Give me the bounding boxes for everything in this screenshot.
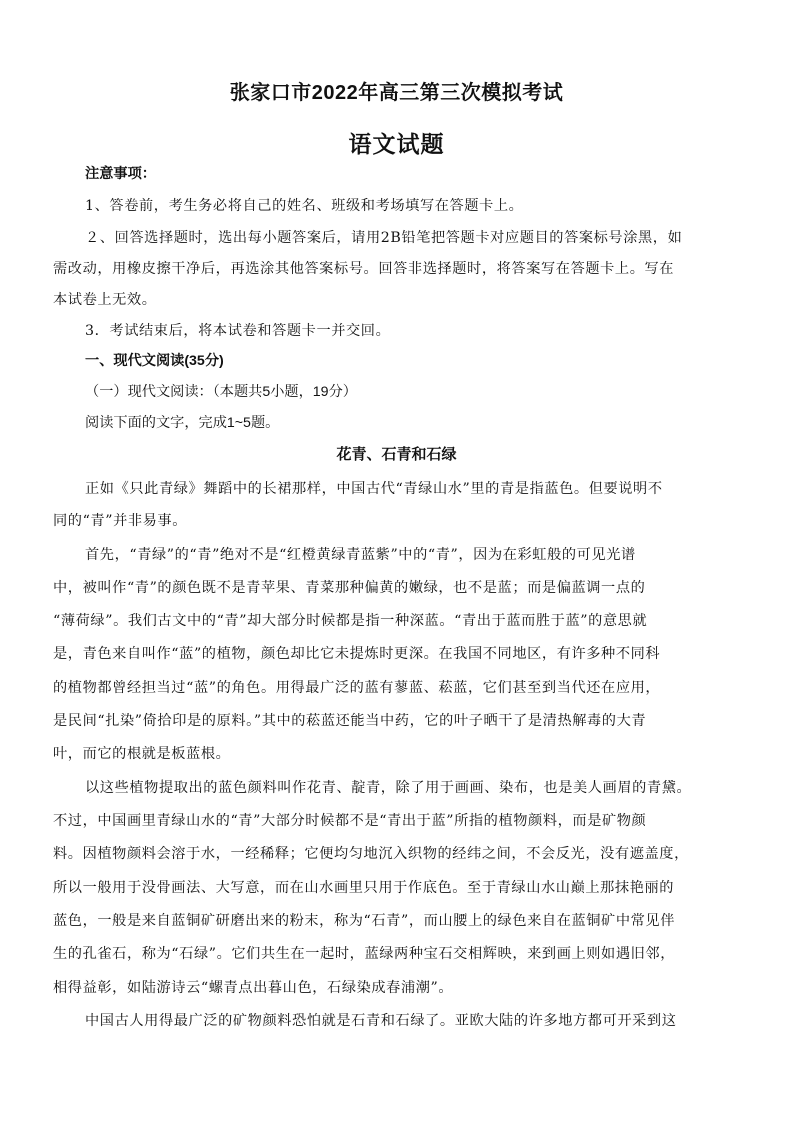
article-line: 生的孔雀石，称为“石绿”。它们共生在一起时，蓝绿两种宝石交相辉映，来到画上则如遇旧邻， bbox=[53, 946, 675, 962]
article-line: 的植物都曾经担当过“蓝”的角色。用得最广泛的蓝有蓼蓝、菘蓝，它们甚至到当代还在应用， bbox=[53, 680, 661, 696]
article-line: 中，被叫作“青”的颜色既不是青苹果、青菜那种偏黄的嫩绿，也不是蓝；而是偏蓝调一点的 bbox=[53, 580, 646, 596]
note-line-2: ２、回答选择题时，选出每小题答案后，请用2B铅笔把答题卡对应题目的答案标号涂黑，如 bbox=[85, 230, 683, 246]
note-line-3: 需改动，用橡皮擦干净后，再选涂其他答案标号。回答非选择题时，将答案写在答题卡上。写在 bbox=[53, 261, 675, 277]
article-line: 蓝色，一般是来自蓝铜矿研磨出来的粉末，称为“石青”，而山腰上的绿色来自在蓝铜矿中常见伴 bbox=[53, 913, 675, 929]
reading-instruction: 阅读下面的文字，完成1~5题。 bbox=[85, 415, 280, 431]
article-line: 是，青色来自叫作“蓝”的植物，颜色却比它未提炼时更深。在我国不同地区，有许多种不同科 bbox=[53, 646, 661, 662]
article-line: “薄荷绿”。我们古文中的“青”却大部分时候都是指一种深蓝。“青出于蓝而胜于蓝”的意思就 bbox=[53, 613, 648, 629]
section-heading: 一、现代文阅读(35分) bbox=[85, 353, 224, 369]
article-line: 不过，中国画里青绿山水的“青”大部分时候都不是“青出于蓝”所指的植物颜料，而是矿物颜 bbox=[53, 813, 647, 829]
exam-title: 张家口市2022年高三第三次模拟考试 bbox=[229, 82, 564, 104]
article-line: 中国古人用得最广泛的矿物颜料恐怕就是石青和石绿了。亚欧大陆的许多地方都可开采到这 bbox=[85, 1013, 677, 1029]
article-line: 叶，而它的根就是板蓝根。 bbox=[53, 746, 231, 762]
article-line: 相得益彰，如陆游诗云“螺青点出暮山色，石绿染成春浦潮”。 bbox=[53, 980, 454, 996]
section-subheading: （一）现代文阅读：（本题共5小题，19分） bbox=[85, 384, 357, 400]
article-line: 所以一般用于没骨画法、大写意，而在山水画里只用于作底色。至于青绿山水山巅上那抹艳丽的 bbox=[53, 880, 675, 896]
article-line: 是民间“扎染”倚拾印是的原料。”其中的菘蓝还能当中药，它的叶子晒干了是清热解毒的大青 bbox=[53, 713, 647, 729]
note-line-4: 本试卷上无效。 bbox=[53, 292, 157, 308]
note-line-5: 3．考试结束后，将本试卷和答题卡一并交回。 bbox=[85, 323, 391, 339]
article-line: 正如《只此青绿》舞蹈中的长裙那样，中国古代“青绿山水”里的青是指蓝色。但要说明不 bbox=[85, 481, 663, 497]
subject-title: 语文试题 bbox=[348, 131, 445, 157]
article-line: 以这些植物提取出的蓝色颜料叫作花青、靛青，除了用于画画、染布，也是美人画眉的青黛。 bbox=[85, 780, 692, 796]
article-title: 花青、石青和石绿 bbox=[336, 446, 457, 463]
article-line: 同的“青”并非易事。 bbox=[53, 513, 188, 529]
article-line: 首先，“青绿”的“青”绝对不是“红橙黄绿青蓝紫”中的“青”，因为在彩虹般的可见光谱 bbox=[85, 547, 636, 563]
notes-heading: 注意事项： bbox=[85, 166, 156, 182]
note-line-1: 1、答卷前，考生务必将自己的姓名、班级和考场填写在答题卡上。 bbox=[85, 198, 524, 214]
article-line: 料。因植物颜料会溶于水，一经稀释；它便均匀地沉入织物的经纬之间，不会反光，没有遮盖度， bbox=[53, 846, 689, 862]
